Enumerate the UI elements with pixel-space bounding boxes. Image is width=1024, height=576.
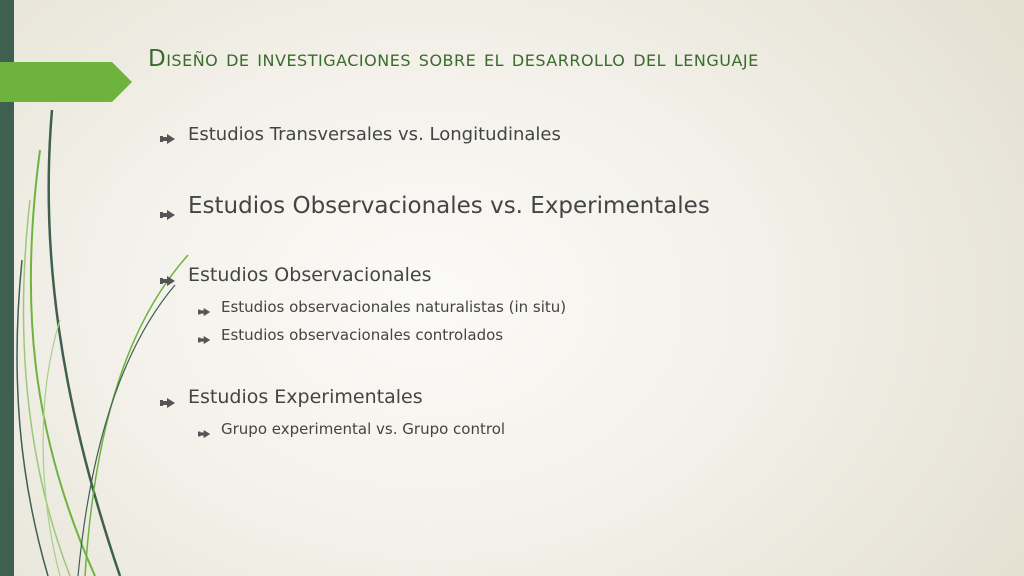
hand-pointer-icon — [198, 425, 211, 435]
hand-pointer-icon — [160, 129, 176, 141]
bullet-text: Grupo experimental vs. Grupo control — [221, 420, 506, 438]
sub-bullet-item — [198, 300, 566, 315]
slide-title: Diseño de investigaciones sobre el desarrollo del lenguaje — [148, 46, 759, 72]
bullet-text: Estudios observacionales naturalistas (in situ) — [221, 298, 567, 316]
sub-bullet-item — [198, 422, 505, 437]
hand-pointer-icon — [198, 303, 211, 313]
bullet-item — [160, 266, 432, 285]
bullet-text: Estudios Experimentales — [188, 386, 423, 408]
bullet-item — [160, 126, 561, 144]
bullet-item — [160, 195, 710, 218]
hand-pointer-icon — [160, 392, 176, 404]
bullet-text: Estudios observacionales controlados — [221, 326, 504, 344]
bullet-text: Estudios Observacionales vs. Experimentales — [188, 193, 710, 219]
bullet-text: Estudios Transversales vs. Longitudinales — [188, 124, 561, 145]
bullet-item — [160, 388, 423, 407]
hand-pointer-icon — [160, 270, 176, 282]
sub-bullet-item — [198, 328, 503, 343]
title-accent-tab — [0, 62, 132, 102]
bullet-text: Estudios Observacionales — [188, 264, 432, 286]
hand-pointer-icon — [160, 201, 176, 213]
hand-pointer-icon — [198, 331, 211, 341]
